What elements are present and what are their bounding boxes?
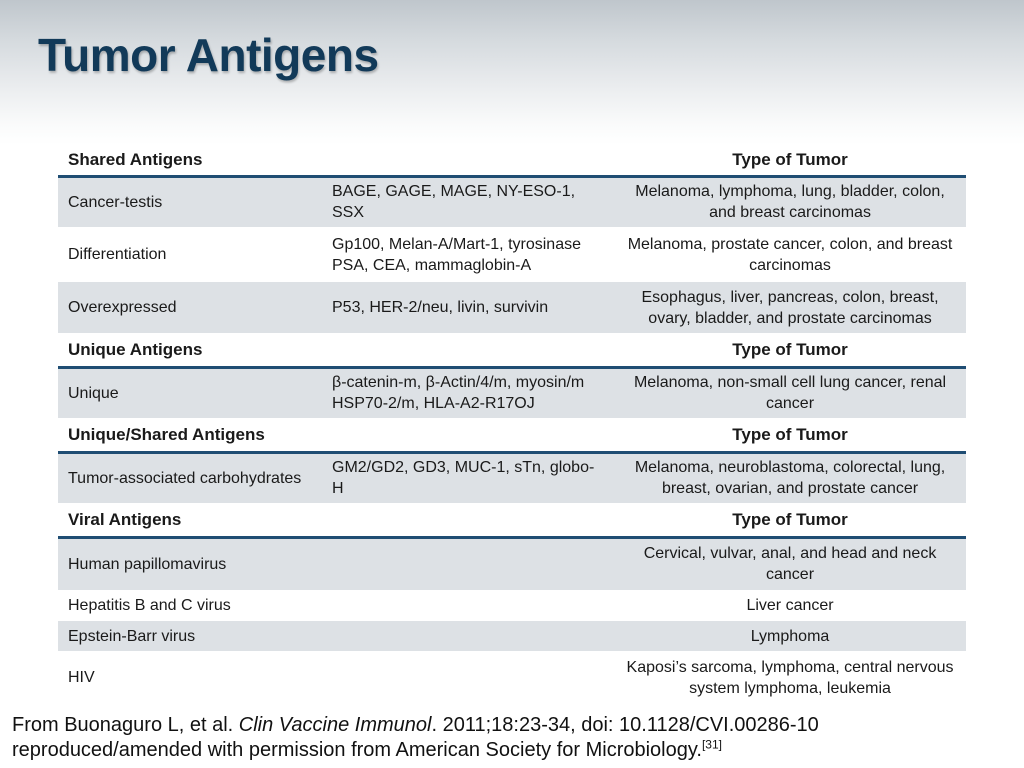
tumor-type-cell: Kaposi’s sarcoma, lymphoma, central nervous system lymphoma, leukemia <box>614 651 966 704</box>
table-row <box>58 452 966 503</box>
table-row <box>58 367 966 418</box>
table-row <box>58 282 966 333</box>
category-cell: Cancer-testis <box>58 176 322 227</box>
section-header-viral <box>58 503 966 537</box>
citation-footer <box>12 713 1012 763</box>
antigens-cell: P53, HER-2/neu, livin, survivin <box>322 282 614 333</box>
category-cell: Tumor-associated carbohydrates <box>58 452 322 503</box>
type-of-tumor-heading: Type of Tumor <box>614 503 966 537</box>
section-heading: Unique Antigens <box>58 333 614 367</box>
table-row <box>58 227 966 282</box>
type-of-tumor-heading: Type of Tumor <box>614 333 966 367</box>
table-row <box>58 590 966 621</box>
tumor-antigen-table <box>58 144 966 704</box>
antigens-cell: Gp100, Melan-A/Mart-1, tyrosinase PSA, CEA, mammaglobin-A <box>322 227 614 282</box>
citation-prefix: From Buonaguro L, et al. <box>12 714 239 736</box>
type-of-tumor-heading: Type of Tumor <box>614 418 966 452</box>
section-heading: Shared Antigens <box>58 144 614 176</box>
slide-title: Tumor Antigens <box>38 29 379 81</box>
table-row <box>58 621 966 651</box>
table-row <box>58 537 966 590</box>
section-heading: Viral Antigens <box>58 503 614 537</box>
antigens-cell: GM2/GD2, GD3, MUC-1, sTn, globo-H <box>322 452 614 503</box>
citation-suffix: . 2011;18:23-34, doi: 10.1128/CVI.00286-10 reproduced/amended with permission from American Society for Microbiology. <box>12 714 819 761</box>
tumor-type-cell: Cervical, vulvar, anal, and head and neck cancer <box>614 537 966 590</box>
antigens-cell: BAGE, GAGE, MAGE, NY-ESO-1, SSX <box>322 176 614 227</box>
antigens-cell: β-catenin-m, β-Actin/4/m, myosin/m HSP70-2/m, HLA-A2-R17OJ <box>322 367 614 418</box>
section-heading: Unique/Shared Antigens <box>58 418 614 452</box>
tumor-type-cell: Melanoma, non-small cell lung cancer, renal cancer <box>614 367 966 418</box>
tumor-type-cell: Melanoma, prostate cancer, colon, and breast carcinomas <box>614 227 966 282</box>
category-cell: Hepatitis B and C virus <box>58 590 614 621</box>
section-header-unique-shared <box>58 418 966 452</box>
category-cell: Human papillomavirus <box>58 537 614 590</box>
tumor-type-cell: Lymphoma <box>614 621 966 651</box>
citation-journal: Clin Vaccine Immunol <box>238 714 432 736</box>
category-cell: Differentiation <box>58 227 322 282</box>
citation-reference: [31] <box>701 737 722 752</box>
section-header-unique <box>58 333 966 367</box>
section-header-shared <box>58 144 966 176</box>
table-row <box>58 176 966 227</box>
tumor-type-cell: Esophagus, liver, pancreas, colon, breast, ovary, bladder, and prostate carcinomas <box>614 282 966 333</box>
tumor-type-cell: Melanoma, neuroblastoma, colorectal, lung, breast, ovarian, and prostate cancer <box>614 452 966 503</box>
tumor-type-cell: Liver cancer <box>614 590 966 621</box>
tumor-type-cell: Melanoma, lymphoma, lung, bladder, colon, and breast carcinomas <box>614 176 966 227</box>
category-cell: Epstein-Barr virus <box>58 621 614 651</box>
category-cell: HIV <box>58 651 614 704</box>
type-of-tumor-heading: Type of Tumor <box>614 144 966 176</box>
category-cell: Overexpressed <box>58 282 322 333</box>
category-cell: Unique <box>58 367 322 418</box>
table-row <box>58 651 966 704</box>
